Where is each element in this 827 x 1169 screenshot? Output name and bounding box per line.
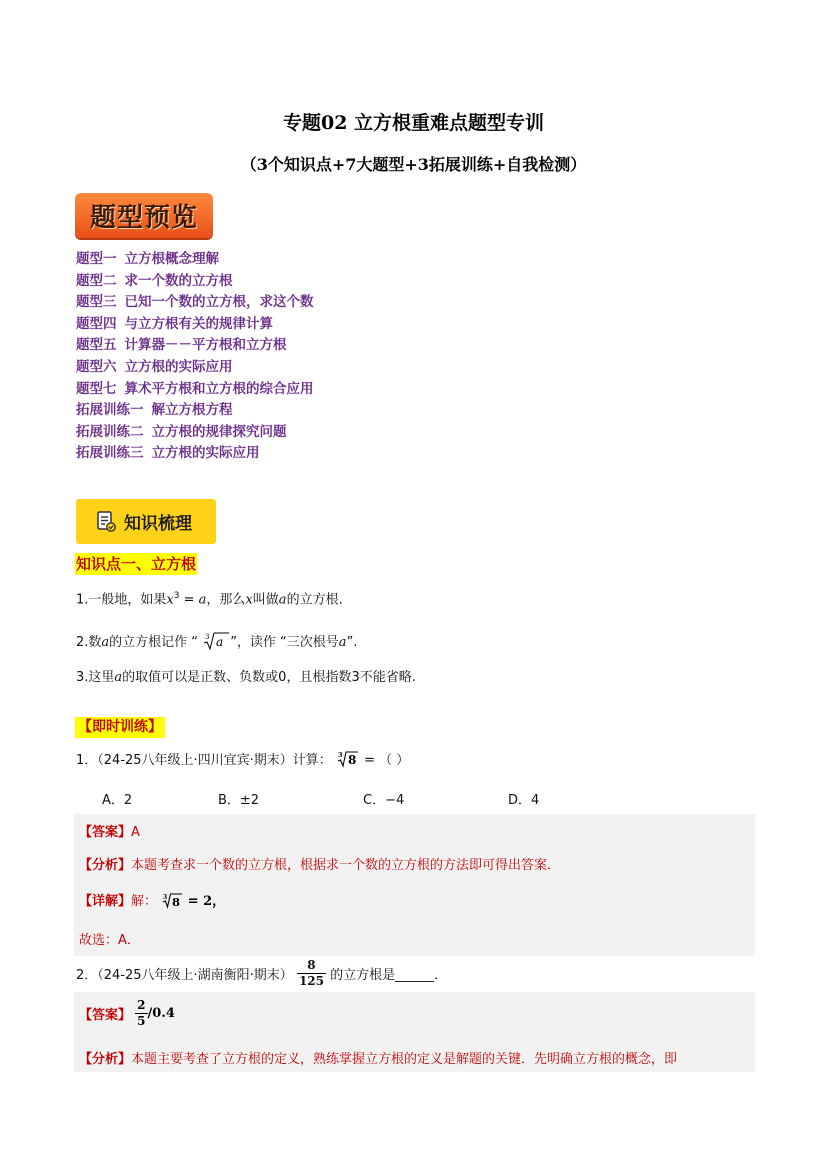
fraction-2-5: $\frac{2}{5}$ bbox=[137, 998, 146, 1028]
cube-root-8-detail bbox=[161, 892, 183, 909]
knowledge-badge bbox=[76, 499, 216, 544]
choose-line: 故选：A． bbox=[79, 933, 140, 948]
svg-text:3: 3 bbox=[205, 633, 210, 641]
option-a[interactable]: A．2 bbox=[102, 793, 133, 808]
cube-root-8 bbox=[336, 750, 360, 768]
option-b[interactable]: B．±2 bbox=[218, 793, 260, 808]
point-1: 1.一般地，如果$x^3 = a$，那么x叫做a的立方根. bbox=[76, 591, 343, 608]
svg-text:a: a bbox=[216, 635, 224, 649]
preview-badge-label: 题型预览 bbox=[89, 203, 198, 233]
answer-line: 【答案】 $\frac{2}{5}$ /0.4 bbox=[79, 998, 175, 1028]
cube-root-a bbox=[202, 631, 230, 653]
question-2-stem: 2．（24-25八年级上·湖南衡阳·期末） $\frac{8}{125}$ 的立方根是______． bbox=[76, 958, 448, 988]
practice-heading: 【即时训练】 bbox=[75, 717, 165, 738]
toc-item[interactable]: 题型四 与立方根有关的规律计算 bbox=[76, 315, 273, 332]
toc-item[interactable]: 题型五 计算器－－平方根和立方根 bbox=[76, 337, 287, 354]
detail-line: 【详解】解： 3 8 = 2， bbox=[79, 894, 226, 909]
toc-list bbox=[76, 249, 314, 465]
toc-item[interactable]: 题型一 立方根概念理解 bbox=[76, 251, 219, 267]
toc-item[interactable]: 题型六 立方根的实际应用 bbox=[76, 358, 233, 375]
knowledge-point-heading: 知识点一、立方根 bbox=[76, 555, 197, 573]
svg-text:3: 3 bbox=[337, 751, 343, 759]
toc-item[interactable]: 题型三 已知一个数的立方根，求这个数 bbox=[76, 294, 314, 311]
analysis-line: 【分析】本题主要考查了立方根的定义，熟练掌握立方根的定义是解题的关键．先明确立方根的概念，即 bbox=[79, 1052, 678, 1067]
analysis-line: 【分析】本题考查求一个数的立方根，根据求一个数的立方根的方法即可得出答案． bbox=[79, 858, 561, 873]
option-c[interactable]: C．−4 bbox=[363, 793, 405, 808]
answer-box-1 bbox=[74, 814, 755, 956]
fraction-8-125: $\frac{8}{125}$ bbox=[298, 958, 325, 988]
page-title: 专题02 立方根重难点题型专训 bbox=[282, 112, 545, 134]
svg-text:3: 3 bbox=[163, 894, 168, 901]
question-1-stem: 1．（24-25八年级上·四川宜宾·期末）计算： 3 8 = （ ） bbox=[76, 751, 410, 768]
svg-text:8: 8 bbox=[347, 753, 357, 767]
page-subtitle: （3个知识点+7大题型+3拓展训练+自我检测） bbox=[240, 155, 587, 174]
svg-text:8: 8 bbox=[172, 895, 181, 909]
toc-item[interactable]: 题型二 求一个数的立方根 bbox=[76, 272, 233, 289]
point-2: 2.数a的立方根记作 “ 3 a ”，读作 “三次根号a”. bbox=[76, 631, 357, 653]
toc-item[interactable]: 拓展训练一 解立方根方程 bbox=[76, 402, 233, 419]
answer-box-2 bbox=[74, 992, 755, 1072]
toc-item[interactable]: 拓展训练二 立方根的规律探究问题 bbox=[76, 423, 287, 440]
toc-item[interactable]: 题型七 算术平方根和立方根的综合应用 bbox=[76, 380, 314, 397]
knowledge-badge-label: 知识梳理 bbox=[124, 514, 192, 534]
answer-line: 【答案】A bbox=[79, 825, 140, 840]
option-d[interactable]: D．4 bbox=[508, 793, 540, 808]
document-check-icon bbox=[96, 511, 116, 533]
preview-badge bbox=[75, 193, 213, 238]
toc-item[interactable]: 拓展训练三 立方根的实际应用 bbox=[76, 445, 260, 462]
point-3: 3.这里a的取值可以是正数、负数或0，且根指数3不能省略. bbox=[76, 670, 416, 685]
